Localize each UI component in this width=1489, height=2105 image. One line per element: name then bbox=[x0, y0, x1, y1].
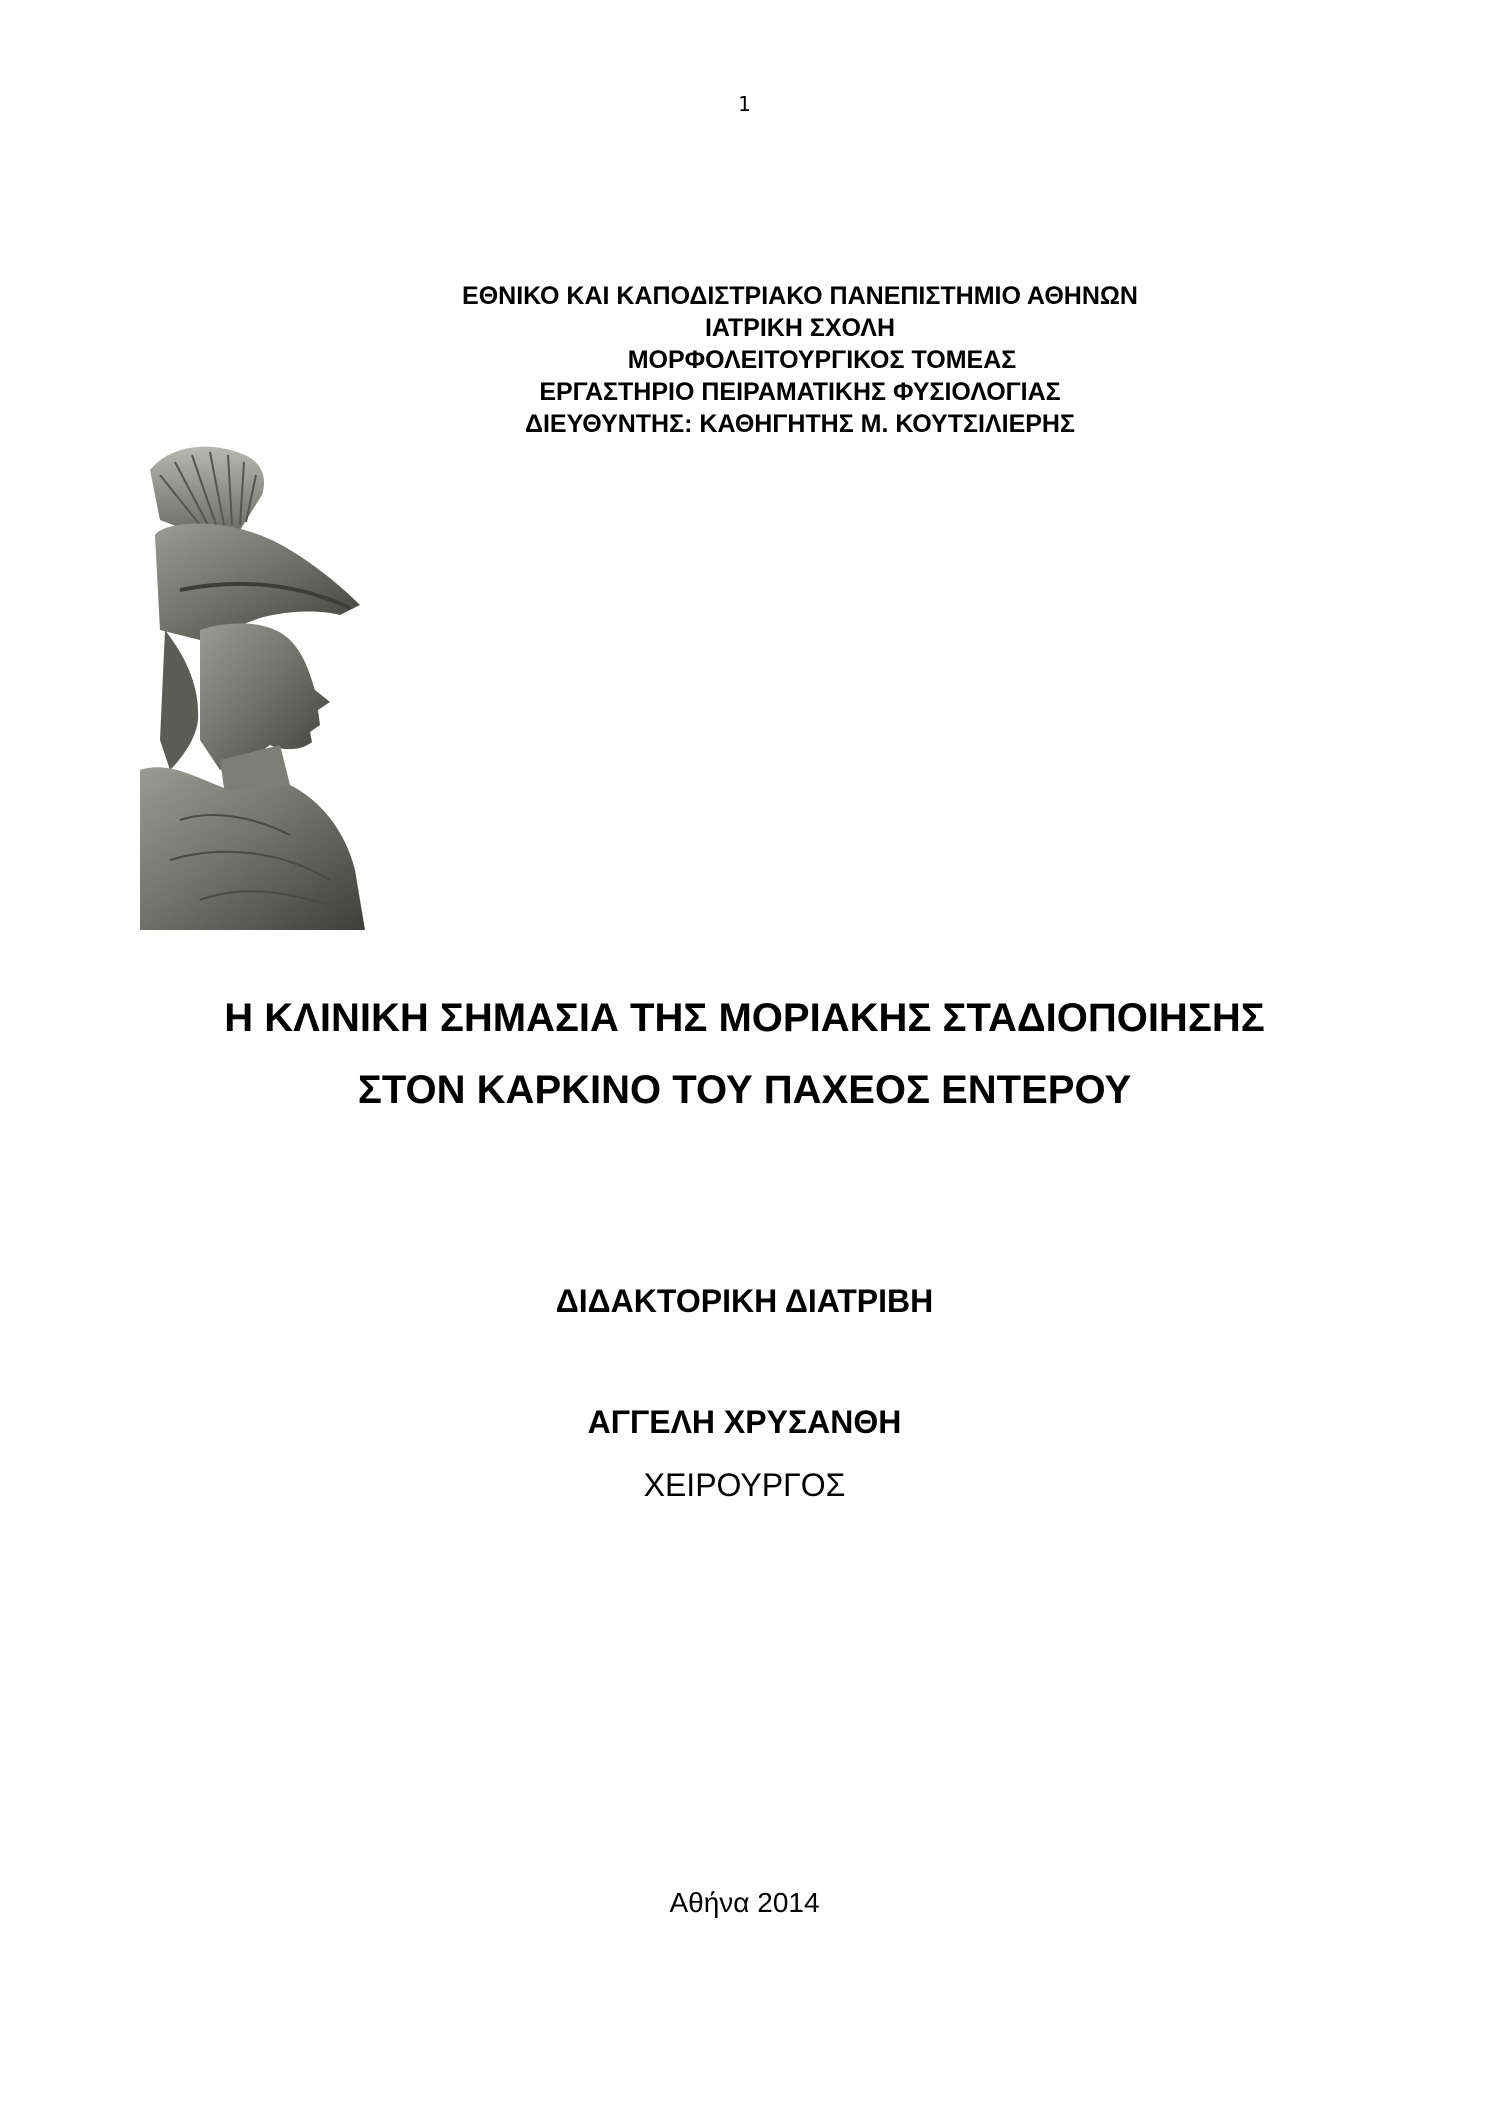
athena-statue-icon bbox=[140, 440, 365, 930]
thesis-title bbox=[0, 982, 1489, 1126]
author-profession: ΧΕΙΡΟΥΡΓΟΣ bbox=[643, 1467, 846, 1503]
title-line-2: ΣΤΟΝ ΚΑΡΚΙΝΟ ΤΟΥ ΠΑΧΕΟΣ ΕΝΤΕΡΟΥ bbox=[357, 1068, 1132, 1112]
page-number: 1 bbox=[738, 92, 751, 116]
university-name: ΕΘΝΙΚΟ ΚΑΙ ΚΑΠΟΔΙΣΤΡΙΑΚΟ ΠΑΝΕΠΙΣΤΗΜΙΟ ΑΘΗΝΩΝ bbox=[462, 282, 1138, 310]
place-date: Αθήνα 2014 bbox=[669, 1887, 820, 1918]
laboratory-name: ΕΡΓΑΣΤΗΡΙΟ ΠΕΙΡΑΜΑΤΙΚΗΣ ΦΥΣΙΟΛΟΓΙΑΣ bbox=[539, 378, 1061, 406]
department-name: ΜΟΡΦΟΛΕΙΤΟΥΡΓΙΚΟΣ ΤΟΜΕΑΣ bbox=[627, 346, 1017, 374]
document-type: ΔΙΔΑΚΤΟΡΙΚΗ ΔΙΑΤΡΙΒΗ bbox=[555, 1283, 934, 1319]
title-line-1: Η ΚΛΙΝΙΚΗ ΣΗΜΑΣΙΑ ΤΗΣ ΜΟΡΙΑΚΗΣ ΣΤΑΔΙΟΠΟΙΗΣΗΣ bbox=[224, 996, 1265, 1040]
author-name: ΑΓΓΕΛΗ ΧΡΥΣΑΝΘΗ bbox=[587, 1404, 902, 1440]
school-name: ΙΑΤΡΙΚΗ ΣΧΟΛΗ bbox=[704, 314, 896, 342]
director-line: ΔΙΕΥΘΥΝΤΗΣ: ΚΑΘΗΓΗΤΗΣ Μ. ΚΟΥΤΣΙΛΙΕΡΗΣ bbox=[525, 410, 1075, 438]
institution-header bbox=[420, 280, 1180, 440]
